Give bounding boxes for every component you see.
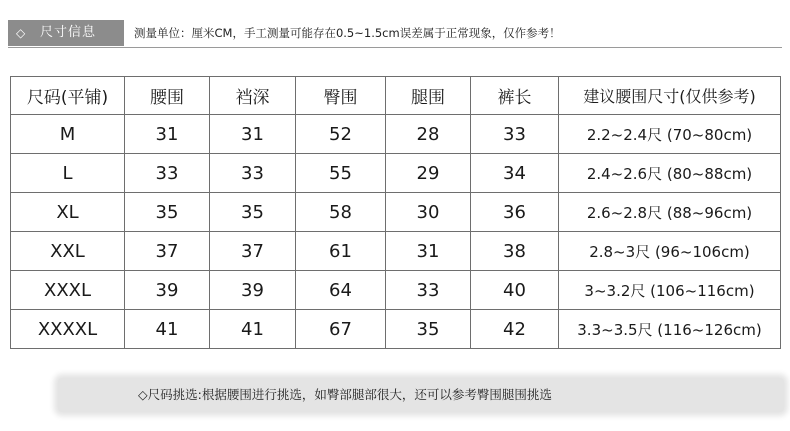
cell-recommended-waist: 2.8~3尺 (96~106cm) bbox=[559, 232, 781, 271]
cell-rise: 35 bbox=[210, 193, 296, 232]
cell-thigh: 33 bbox=[386, 271, 471, 310]
section-tag bbox=[8, 20, 124, 46]
cell-length: 36 bbox=[471, 193, 559, 232]
cell-rise: 41 bbox=[210, 310, 296, 349]
cell-recommended-waist: 3~3.2尺 (106~116cm) bbox=[559, 271, 781, 310]
cell-length: 40 bbox=[471, 271, 559, 310]
cell-size: L bbox=[11, 154, 125, 193]
cell-size: XXXL bbox=[11, 271, 125, 310]
header-length: 裤长 bbox=[471, 77, 559, 115]
cell-waist: 31 bbox=[125, 115, 210, 154]
header-recommended-waist: 建议腰围尺寸(仅供参考) bbox=[559, 77, 781, 115]
cell-waist: 41 bbox=[125, 310, 210, 349]
cell-hip: 55 bbox=[296, 154, 386, 193]
header-hip: 臀围 bbox=[296, 77, 386, 115]
cell-hip: 64 bbox=[296, 271, 386, 310]
cell-length: 38 bbox=[471, 232, 559, 271]
cell-recommended-waist: 2.2~2.4尺 (70~80cm) bbox=[559, 115, 781, 154]
cell-length: 42 bbox=[471, 310, 559, 349]
header-divider bbox=[8, 47, 782, 48]
cell-waist: 35 bbox=[125, 193, 210, 232]
cell-recommended-waist: 2.4~2.6尺 (80~88cm) bbox=[559, 154, 781, 193]
header-thigh: 腿围 bbox=[386, 77, 471, 115]
measurement-note: 测量单位：厘米CM，手工测量可能存在0.5~1.5cm误差属于正常现象，仅作参考！ bbox=[134, 26, 561, 40]
header-size: 尺码(平铺) bbox=[11, 77, 125, 115]
cell-size: XL bbox=[11, 193, 125, 232]
cell-recommended-waist: 3.3~3.5尺 (116~126cm) bbox=[559, 310, 781, 349]
table-row bbox=[11, 193, 781, 232]
cell-recommended-waist: 2.6~2.8尺 (88~96cm) bbox=[559, 193, 781, 232]
cell-hip: 67 bbox=[296, 310, 386, 349]
cell-rise: 37 bbox=[210, 232, 296, 271]
cell-waist: 37 bbox=[125, 232, 210, 271]
cell-size: XXXXL bbox=[11, 310, 125, 349]
cell-thigh: 28 bbox=[386, 115, 471, 154]
cell-thigh: 30 bbox=[386, 193, 471, 232]
table-row bbox=[11, 115, 781, 154]
cell-hip: 58 bbox=[296, 193, 386, 232]
cell-hip: 52 bbox=[296, 115, 386, 154]
cell-size: XXL bbox=[11, 232, 125, 271]
size-table bbox=[10, 76, 781, 349]
tip-text: ◇尺码挑选:根据腰围进行挑选，如臀部腿部很大，还可以参考臀围腿围挑选 bbox=[138, 387, 552, 402]
cell-waist: 33 bbox=[125, 154, 210, 193]
cell-hip: 61 bbox=[296, 232, 386, 271]
table-row bbox=[11, 310, 781, 349]
header-waist: 腰围 bbox=[125, 77, 210, 115]
cell-rise: 33 bbox=[210, 154, 296, 193]
size-selection-tip bbox=[58, 378, 784, 412]
cell-length: 33 bbox=[471, 115, 559, 154]
section-header bbox=[8, 20, 782, 46]
cell-rise: 39 bbox=[210, 271, 296, 310]
cell-thigh: 29 bbox=[386, 154, 471, 193]
cell-size: M bbox=[11, 115, 125, 154]
cell-rise: 31 bbox=[210, 115, 296, 154]
cell-thigh: 35 bbox=[386, 310, 471, 349]
cell-length: 34 bbox=[471, 154, 559, 193]
section-title: 尺寸信息 bbox=[40, 25, 97, 40]
header-rise: 裆深 bbox=[210, 77, 296, 115]
cell-thigh: 31 bbox=[386, 232, 471, 271]
table-row bbox=[11, 154, 781, 193]
diamond-outline-icon: ◇ bbox=[16, 26, 27, 40]
table-row bbox=[11, 271, 781, 310]
table-row bbox=[11, 232, 781, 271]
cell-waist: 39 bbox=[125, 271, 210, 310]
table-header-row bbox=[11, 77, 781, 115]
